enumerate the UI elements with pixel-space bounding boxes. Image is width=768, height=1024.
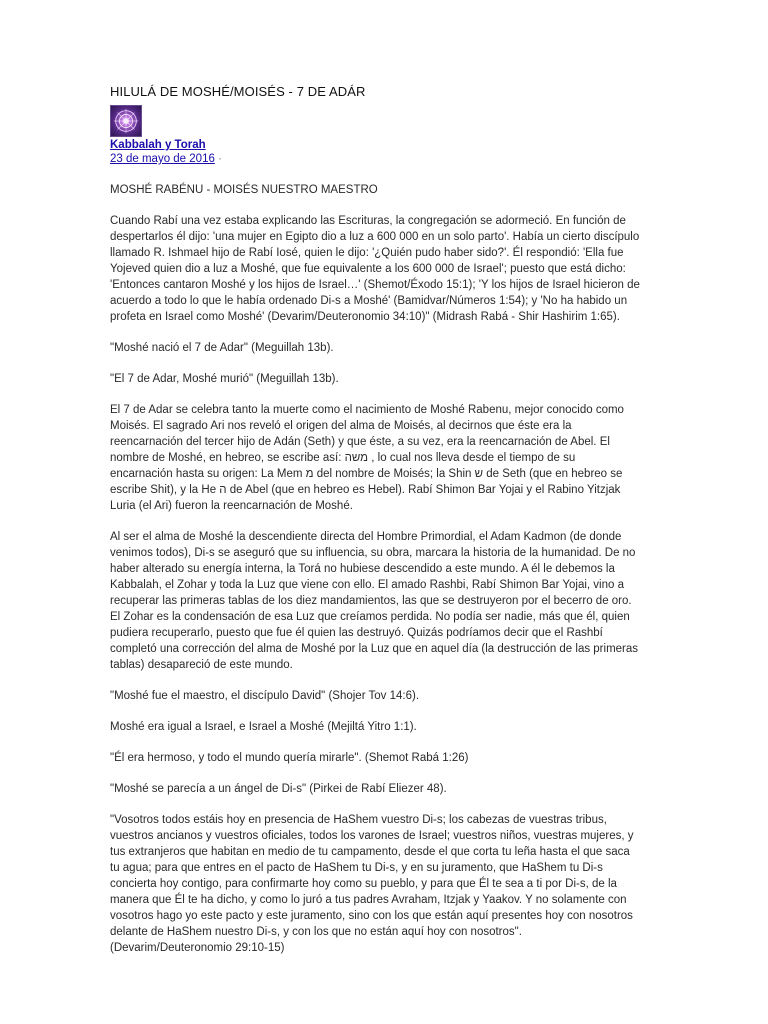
mandala-icon: [111, 106, 141, 136]
date-line: [110, 152, 640, 166]
paragraph: "Vosotros todos estáis hoy en presencia de HaShem vuestro Di-s; los cabezas de vuestras tribus, vuestros ancianos y vuestros oficiales, todos los varones de Israel; vuestros niños, vuestras mujeres, y tus extranjeros que habitan en medio de tu campamento, desde el que corta tu leña hasta el que saca tu agua; para que entres en el pacto de HaShem tu Di-s, y en su juramento, que HaShem tu Di-s concierta hoy contigo, para confirmarte hoy como su pueblo, y para que Él te sea a ti por Di-s, de la manera que Él te ha dicho, y como lo juró a tus padres Avraham, Itzjak y Yaakov. Y no solamente con vosotros hago yo este pacto y este juramento, sino con los que están aquí presentes hoy con nosotros delante de HaShem nuestro Di-s, y con los que no están aquí hoy con nosotros". (Devarim/Deuteronomio 29:10-15): [110, 814, 634, 954]
article: [110, 84, 640, 971]
paragraph: "Moshé nació el 7 de Adar" (Meguillah 13b).: [110, 342, 334, 354]
paragraph: El 7 de Adar se celebra tanto la muerte como el nacimiento de Moshé Rabenu, mejor conocido como Moisés. El sagrado Ari nos reveló el origen del alma de Moisés, al decirnos que éste era la reencarnación del tercer hijo de Adán (Seth) y que éste, a su vez, era la reencarnación de Abel. El nombre de Moshé, en hebreo, se escribe así: משה , lo cual nos lleva desde el tiempo de su encarnación hasta su origen: La Mem מ del nombre de Moisés; la Shin ש de Seth (que en hebreo se escribe Shit), y la He ה de Abel (que en hebreo es Hebel). Rabí Shimon Bar Yojai y el Rabino Yitzjak Luria (el Ari) fueron la reencarnación de Moshé.: [110, 404, 624, 512]
date-separator: ·: [214, 153, 222, 165]
author-link[interactable]: Kabbalah y Torah: [110, 139, 206, 151]
article-subtitle: MOSHÉ RABÉNU - MOISÉS NUESTRO MAESTRO: [110, 184, 378, 196]
paragraph: Cuando Rabí una vez estaba explicando las Escrituras, la congregación se adormeció. En función de despertarlos él dijo: 'una mujer en Egipto dio a luz a 600 000 en un solo parto'. Había un cierto discípulo llamado R. Ishmael hijo de Rabí Iosé, quien le dijo: '¿Quién pudo haber sido?'. Él respondió: 'Ella fue Yojeved quien dio a luz a Moshé, que fue equivalente a los 600 000 de Israel'; puesto que está dicho: 'Entonces cantaron Moshé y los hijos de Israel…' (Shemot/Éxodo 15:1); 'Y los hijos de Israel hicieron de acuerdo a todo lo que le había ordenado Di-s a Moshé' (Bamidvar/Números 1:54); y 'No ha habido un profeta en Israel como Moshé' (Devarim/Deuteronomio 34:10)" (Midrash Rabá - Shir Hashirim 1:65).: [110, 215, 640, 323]
paragraph: "El 7 de Adar, Moshé murió" (Meguillah 13b).: [110, 373, 339, 385]
paragraph: Al ser el alma de Moshé la descendiente directa del Hombre Primordial, el Adam Kadmon (de donde venimos todos), Di-s se aseguró que su influencia, su obra, marcara la historia de la humanidad. De no haber alterado su energía interna, la Torá no hubiese descendido a este mundo. A él le debemos la Kabbalah, el Zohar y toda la Luz que viene con ello. El amado Rashbi, Rabí Shimon Bar Yojai, vino a recuperar las primeras tablas de los diez mandamientos, las que se destruyeron por el becerro de oro. El Zohar es la condensación de esa Luz que creíamos perdida. No podía ser nadie, más que él, quien pudiera recuperarlo, puesto que fue él quien las destruyó. Quizás podríamos decir que el Rashbí completó una corrección del alma de Moshé por la Luz que en aquel día (la destrucción de las primeras tablas) desapareció de este mundo.: [110, 531, 639, 671]
author-avatar[interactable]: [110, 105, 142, 137]
page-title: HILULÁ DE MOSHÉ/MOISÉS - 7 DE ADÁR: [110, 84, 366, 99]
paragraph: "Moshé se parecía a un ángel de Di-s" (Pirkei de Rabí Eliezer 48).: [110, 783, 447, 795]
paragraph: "Él era hermoso, y todo el mundo quería mirarle". (Shemot Rabá 1:26): [110, 752, 469, 764]
date-link[interactable]: 23 de mayo de 2016: [110, 153, 215, 165]
paragraph: "Moshé fue el maestro, el discípulo David" (Shojer Tov 14:6).: [110, 690, 420, 702]
paragraph: Moshé era igual a Israel, e Israel a Moshé (Mejiltá Yitro 1:1).: [110, 721, 417, 733]
